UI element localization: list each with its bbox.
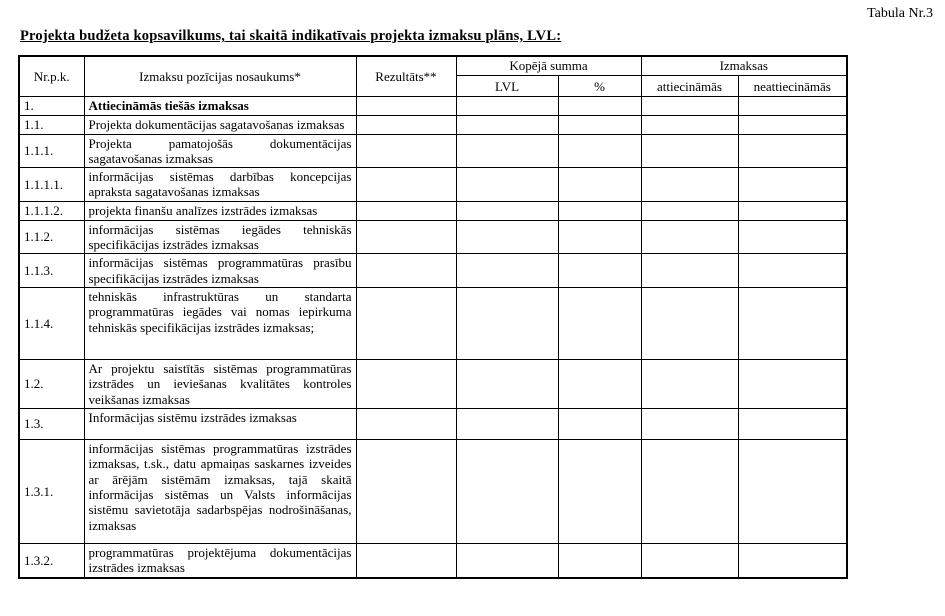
noneligible-cell [738,254,847,288]
eligible-cell [641,96,738,115]
lvl-cell [456,96,558,115]
percent-cell [558,115,641,134]
cost-position-name: Projekta dokumentācijas sagatavošanas izmaksas [84,115,356,134]
lvl-cell [456,168,558,202]
lvl-cell [456,288,558,360]
percent-cell [558,201,641,220]
row-number: 1.3. [19,409,84,440]
result-cell [356,134,456,168]
result-cell [356,544,456,578]
table-row [19,409,847,440]
table-row [19,220,847,254]
percent-cell [558,220,641,254]
percent-cell [558,96,641,115]
eligible-cell [641,115,738,134]
cost-position-name: informācijas sistēmas programmatūras prasību specifikācijas izstrādes izmaksas [84,254,356,288]
noneligible-cell [738,134,847,168]
lvl-cell [456,360,558,409]
noneligible-cell [738,544,847,578]
lvl-cell [456,440,558,544]
noneligible-cell [738,409,847,440]
percent-cell [558,288,641,360]
result-cell [356,201,456,220]
cost-position-name: informācijas sistēmas iegādes tehniskās specifikācijas izstrādes izmaksas [84,220,356,254]
noneligible-cell [738,115,847,134]
col-header-noneligible: neattiecināmās [738,75,847,96]
cost-position-name: projekta finanšu analīzes izstrādes izmaksas [84,201,356,220]
cost-position-name: tehniskās infrastruktūras un standarta programmatūras iegādes vai nomas iepirkuma tehniskās specifikācijas izstrādes izmaksas; [84,288,356,360]
result-cell [356,168,456,202]
result-cell [356,288,456,360]
percent-cell [558,168,641,202]
row-number: 1.1.1.1. [19,168,84,202]
eligible-cell [641,254,738,288]
row-number: 1.2. [19,360,84,409]
row-number: 1. [19,96,84,115]
table-row [19,201,847,220]
col-group-costs: Izmaksas [641,56,847,75]
noneligible-cell [738,201,847,220]
result-cell [356,409,456,440]
table-row [19,115,847,134]
lvl-cell [456,409,558,440]
lvl-cell [456,201,558,220]
percent-cell [558,409,641,440]
noneligible-cell [738,168,847,202]
col-header-lvl: LVL [456,75,558,96]
table-row [19,440,847,544]
cost-position-name: programmatūras projektējuma dokumentācijas izstrādes izmaksas [84,544,356,578]
percent-cell [558,440,641,544]
cost-position-name: informācijas sistēmas programmatūras izstrādes izmaksas, t.sk., datu apmaiņas saskarnes izveides ar ārējām sistēmām izmaksas, tajā skaitā informācijas sistēmas un Valsts informācijas sistēmu savietotāja sadarbspējas nodrošināšanas, izmaksas [84,440,356,544]
row-number: 1.1.1.2. [19,201,84,220]
percent-cell [558,134,641,168]
cost-position-name: Informācijas sistēmu izstrādes izmaksas [84,409,356,440]
lvl-cell [456,134,558,168]
lvl-cell [456,115,558,134]
row-number: 1.1.3. [19,254,84,288]
row-number: 1.1. [19,115,84,134]
result-cell [356,254,456,288]
cost-position-name: Ar projektu saistītās sistēmas programmatūras izstrādes un ieviešanas kvalitātes kontroles veikšanas izmaksas [84,360,356,409]
cost-position-name: informācijas sistēmas darbības koncepcijas apraksta sagatavošanas izmaksas [84,168,356,202]
table-row [19,168,847,202]
eligible-cell [641,409,738,440]
col-header-eligible: attiecināmās [641,75,738,96]
cost-position-name: Attiecināmās tiešās izmaksas [84,96,356,115]
table-header [19,56,847,96]
noneligible-cell [738,288,847,360]
cost-position-name: Projekta pamatojošās dokumentācijas sagatavošanas izmaksas [84,134,356,168]
result-cell [356,360,456,409]
budget-table [18,55,848,579]
row-number: 1.1.2. [19,220,84,254]
table-row [19,360,847,409]
lvl-cell [456,544,558,578]
table-row [19,96,847,115]
eligible-cell [641,134,738,168]
table-row [19,288,847,360]
col-header-nr: Nr.p.k. [19,56,84,96]
row-number: 1.1.1. [19,134,84,168]
lvl-cell [456,220,558,254]
eligible-cell [641,220,738,254]
table-row [19,134,847,168]
row-number: 1.3.1. [19,440,84,544]
eligible-cell [641,360,738,409]
result-cell [356,115,456,134]
result-cell [356,96,456,115]
percent-cell [558,360,641,409]
eligible-cell [641,201,738,220]
result-cell [356,220,456,254]
row-number: 1.3.2. [19,544,84,578]
col-header-result: Rezultāts** [356,56,456,96]
noneligible-cell [738,360,847,409]
table-body [19,96,847,578]
noneligible-cell [738,220,847,254]
eligible-cell [641,544,738,578]
col-header-percent: % [558,75,641,96]
eligible-cell [641,168,738,202]
col-group-total-sum: Kopējā summa [456,56,641,75]
result-cell [356,440,456,544]
percent-cell [558,544,641,578]
page-title: Projekta budžeta kopsavilkums, tai skaitā indikatīvais projekta izmaksu plāns, LVL: [20,28,562,44]
col-header-position-name: Izmaksu pozīcijas nosaukums* [84,56,356,96]
table-number-label: Tabula Nr.3 [867,6,933,21]
table-row [19,254,847,288]
lvl-cell [456,254,558,288]
noneligible-cell [738,96,847,115]
row-number: 1.1.4. [19,288,84,360]
table-row [19,544,847,578]
percent-cell [558,254,641,288]
eligible-cell [641,440,738,544]
eligible-cell [641,288,738,360]
noneligible-cell [738,440,847,544]
